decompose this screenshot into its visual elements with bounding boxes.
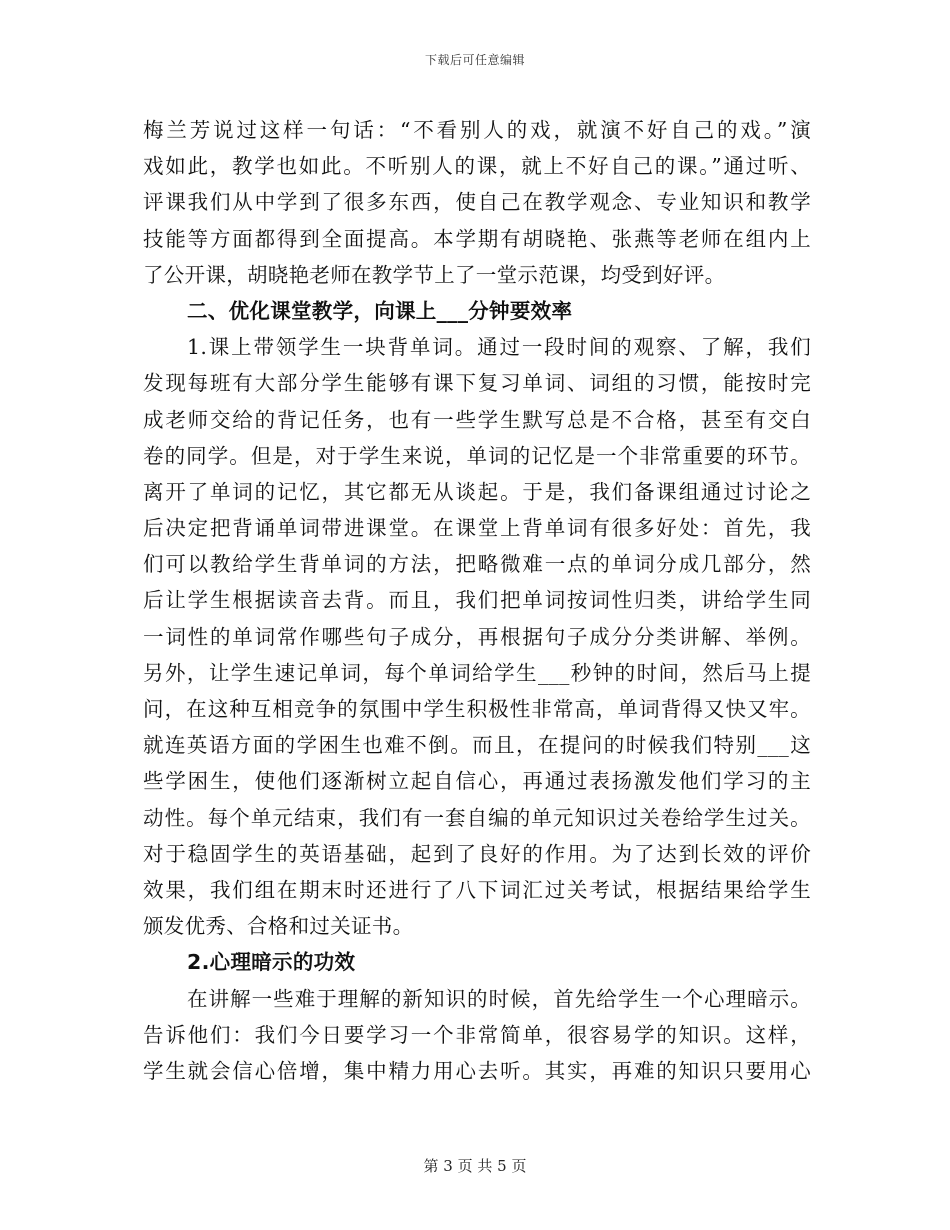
- section-heading: 2.心理暗示的功效: [187, 950, 356, 975]
- text-line: 们可以教给学生背单词的方法，把略微难一点的单词分成几部分，然: [143, 552, 811, 577]
- text-line: 1.课上带领学生一块背单词。通过一段时间的观察、了解，我们: [187, 335, 811, 360]
- text-line: 动性。每个单元结束，我们有一套自编的单元知识过关卷给学生过关。: [143, 805, 811, 830]
- text-line: 告诉他们：我们今日要学习一个非常简单，很容易学的知识。这样，: [143, 1022, 811, 1047]
- text-line: 一词性的单词常作哪些句子成分，再根据句子成分分类讲解、举例。: [143, 624, 811, 649]
- text-line: 戏如此，教学也如此。不听别人的课，就上不好自己的课。”通过听、: [143, 154, 811, 179]
- text-line: 效果，我们组在期末时还进行了八下词汇过关考试，根据结果给学生: [143, 877, 811, 902]
- page-footer: 第 3 页 共 5 页: [423, 1157, 527, 1175]
- text-line: 另外，让学生速记单词，每个单词给学生___秒钟的时间，然后马上提: [143, 660, 811, 685]
- text-line: 颁发优秀、合格和过关证书。: [143, 914, 414, 939]
- text-line: 梅兰芳说过这样一句话：“不看别人的戏，就演不好自己的戏。”演: [143, 118, 811, 142]
- document-body: [143, 112, 811, 1089]
- text-line: 卷的同学。但是，对于学生来说，单词的记忆是一个非常重要的环节。: [143, 443, 811, 468]
- text-line: 了公开课，胡晓艳老师在教学节上了一堂示范课，均受到好评。: [143, 262, 726, 287]
- text-line: 在讲解一些难于理解的新知识的时候，首先给学生一个心理暗示。: [187, 986, 811, 1011]
- text-line: 评课我们从中学到了很多东西，使自己在教学观念、专业知识和教学: [143, 190, 811, 215]
- text-line: 技能等方面都得到全面提高。本学期有胡晓艳、张燕等老师在组内上: [143, 226, 811, 251]
- text-line: 发现每班有大部分学生能够有课下复习单词、词组的习惯，能按时完: [143, 371, 811, 396]
- text-line: 离开了单词的记忆，其它都无从谈起。于是，我们备课组通过讨论之: [143, 479, 811, 504]
- text-line: 后让学生根据读音去背。而且，我们把单词按词性归类，讲给学生同: [143, 588, 811, 613]
- text-line: 就连英语方面的学困生也难不倒。而且，在提问的时候我们特别___这: [143, 733, 811, 758]
- text-line: 成老师交给的背记任务，也有一些学生默写总是不合格，甚至有交白: [143, 407, 811, 432]
- section-heading: 二、优化课堂教学，向课上___分钟要效率: [187, 298, 573, 323]
- text-line: 些学困生，使他们逐渐树立起自信心，再通过表扬激发他们学习的主: [143, 769, 811, 794]
- text-line: 问，在这种互相竞争的氛围中学生积极性非常高，单词背得又快又牢。: [143, 697, 811, 721]
- text-line: 后决定把背诵单词带进课堂。在课堂上背单词有很多好处：首先，我: [143, 516, 811, 541]
- text-line: 学生就会信心倍增，集中精力用心去听。其实，再难的知识只要用心: [143, 1058, 811, 1083]
- page-header: 下载后可任意编辑: [424, 53, 525, 67]
- text-line: 对于稳固学生的英语基础，起到了良好的作用。为了达到长效的评价: [143, 841, 811, 866]
